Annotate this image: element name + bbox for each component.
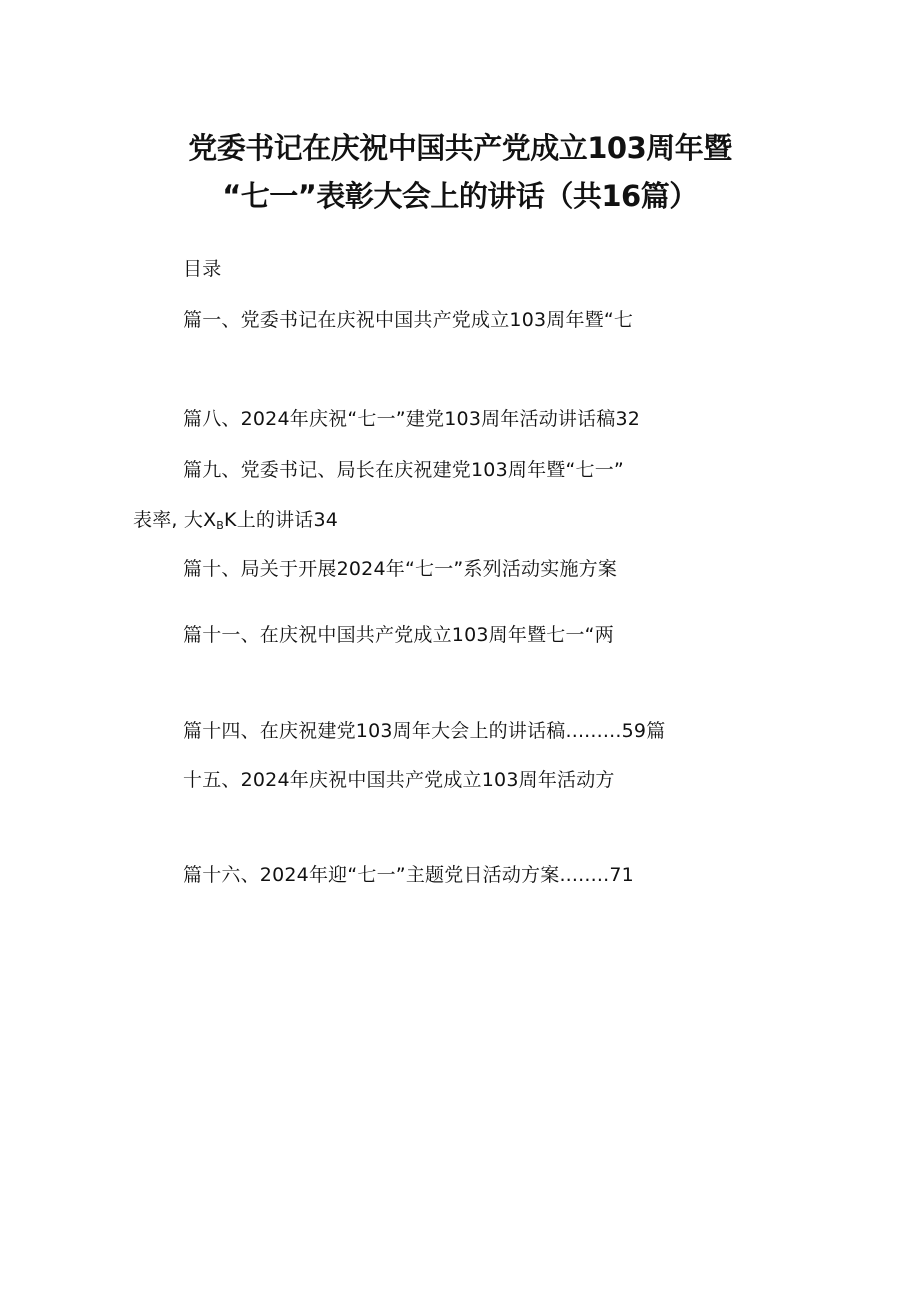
toc-item-9-line-2 (133, 505, 338, 532)
toc-item-1: 篇一、党委书记在庆祝中国共产党成立103周年暨“七 (183, 309, 634, 331)
document-title-line-2: “七一”表彰大会上的讲话（共16篇） (222, 179, 698, 213)
document-title-line-1: 党委书记在庆祝中国共产党成立103周年暨 (188, 131, 732, 165)
toc-item-8: 篇八、2024年庆祝“七一”建党103周年活动讲话稿32 (183, 408, 641, 430)
toc-item-9-line-2-subscript: B (216, 519, 225, 532)
toc-heading: 目录 (183, 258, 222, 280)
toc-item-14: 篇十四、在庆祝建党103周年大会上的讲话稿.........59篇 (183, 720, 666, 742)
toc-item-15: 十五、2024年庆祝中国共产党成立103周年活动方 (183, 769, 615, 791)
toc-item-16: 篇十六、2024年迎“七一”主题党日活动方案........71 (183, 864, 634, 886)
toc-item-11: 篇十一、在庆祝中国共产党成立103周年暨七一“两 (183, 624, 614, 646)
toc-item-10: 篇十、局关于开展2024年“七一”系列活动实施方案 (183, 558, 618, 580)
toc-item-9-line-1: 篇九、党委书记、局长在庆祝建党103周年暨“七一” (183, 459, 624, 481)
toc-item-9-line-2-end: K上的讲话34 (224, 509, 339, 531)
toc-item-9-line-2-start: 表率, 大X (133, 509, 217, 531)
